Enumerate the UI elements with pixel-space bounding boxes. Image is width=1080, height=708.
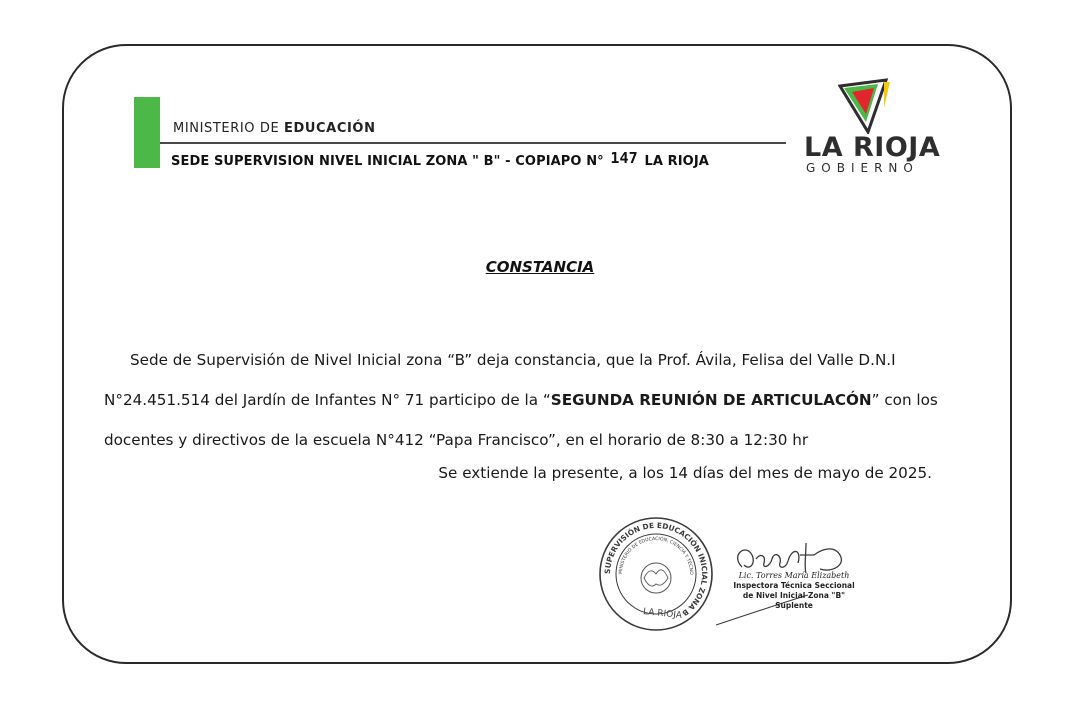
ministry-green-bar xyxy=(134,97,160,168)
paragraph-line-2 xyxy=(104,380,974,420)
signer-title-1: Inspectora Técnica Seccional xyxy=(733,581,855,590)
sede-city: LA RIOJA xyxy=(644,154,709,169)
signature-block xyxy=(724,571,864,611)
event-name: SEGUNDA REUNIÓN DE ARTICULACÓN xyxy=(550,391,872,409)
signer-title-3: Suplente xyxy=(775,601,813,610)
paragraph-line-3: docentes y directivos de la escuela N°412 “Papa Francisco”, en el horario de 8:30 a 12:30 hr xyxy=(104,431,809,449)
document-title: CONSTANCIA xyxy=(485,258,595,276)
sede-line xyxy=(171,151,709,169)
signer-title-2: de Nivel Inicial Zona "B" xyxy=(742,591,846,600)
ministry-prefix: MINISTERIO DE xyxy=(173,121,285,136)
seal-ring-text: SUPERVISIÓN DE EDUCACIÓN INICIAL ZONA B xyxy=(602,520,710,618)
header-divider xyxy=(160,142,786,144)
paragraph-line-1: Sede de Supervisión de Nivel Inicial zona “B” deja constancia, que la Prof. Ávila, Felisa del Valle D.N.I xyxy=(130,351,896,369)
seal-bottom-text: LA RIOJA xyxy=(642,606,683,622)
sede-number: 147 xyxy=(610,149,638,167)
seal-inner-text: MINISTERIO DE EDUCACIÓN, CIENCIA Y TECNO xyxy=(618,536,694,575)
la-rioja-emblem-icon xyxy=(838,78,898,134)
ministry-bold: EDUCACIÓN xyxy=(284,121,376,136)
signer-name: Lic. Torres María Elizabeth xyxy=(738,571,850,580)
logo-sub: GOBIERNO xyxy=(806,161,919,175)
closing-line: Se extiende la presente, a los 14 días del mes de mayo de 2025. xyxy=(438,464,932,482)
la-rioja-logo xyxy=(800,78,950,178)
logo-name: LA RIOJA xyxy=(804,132,941,163)
sede-text: SEDE SUPERVISION NIVEL INICIAL ZONA " B" - COPIAPO N° xyxy=(171,154,604,169)
document-body xyxy=(104,340,974,460)
ministry-name xyxy=(173,121,376,136)
svg-text:SUPERVISIÓN DE EDUCACIÓN INICI xyxy=(603,521,709,618)
line-2-post: ” con los xyxy=(871,391,938,409)
line-2-pre: N°24.451.514 del Jardín de Infantes N° 71 participo de la “ xyxy=(104,391,551,409)
